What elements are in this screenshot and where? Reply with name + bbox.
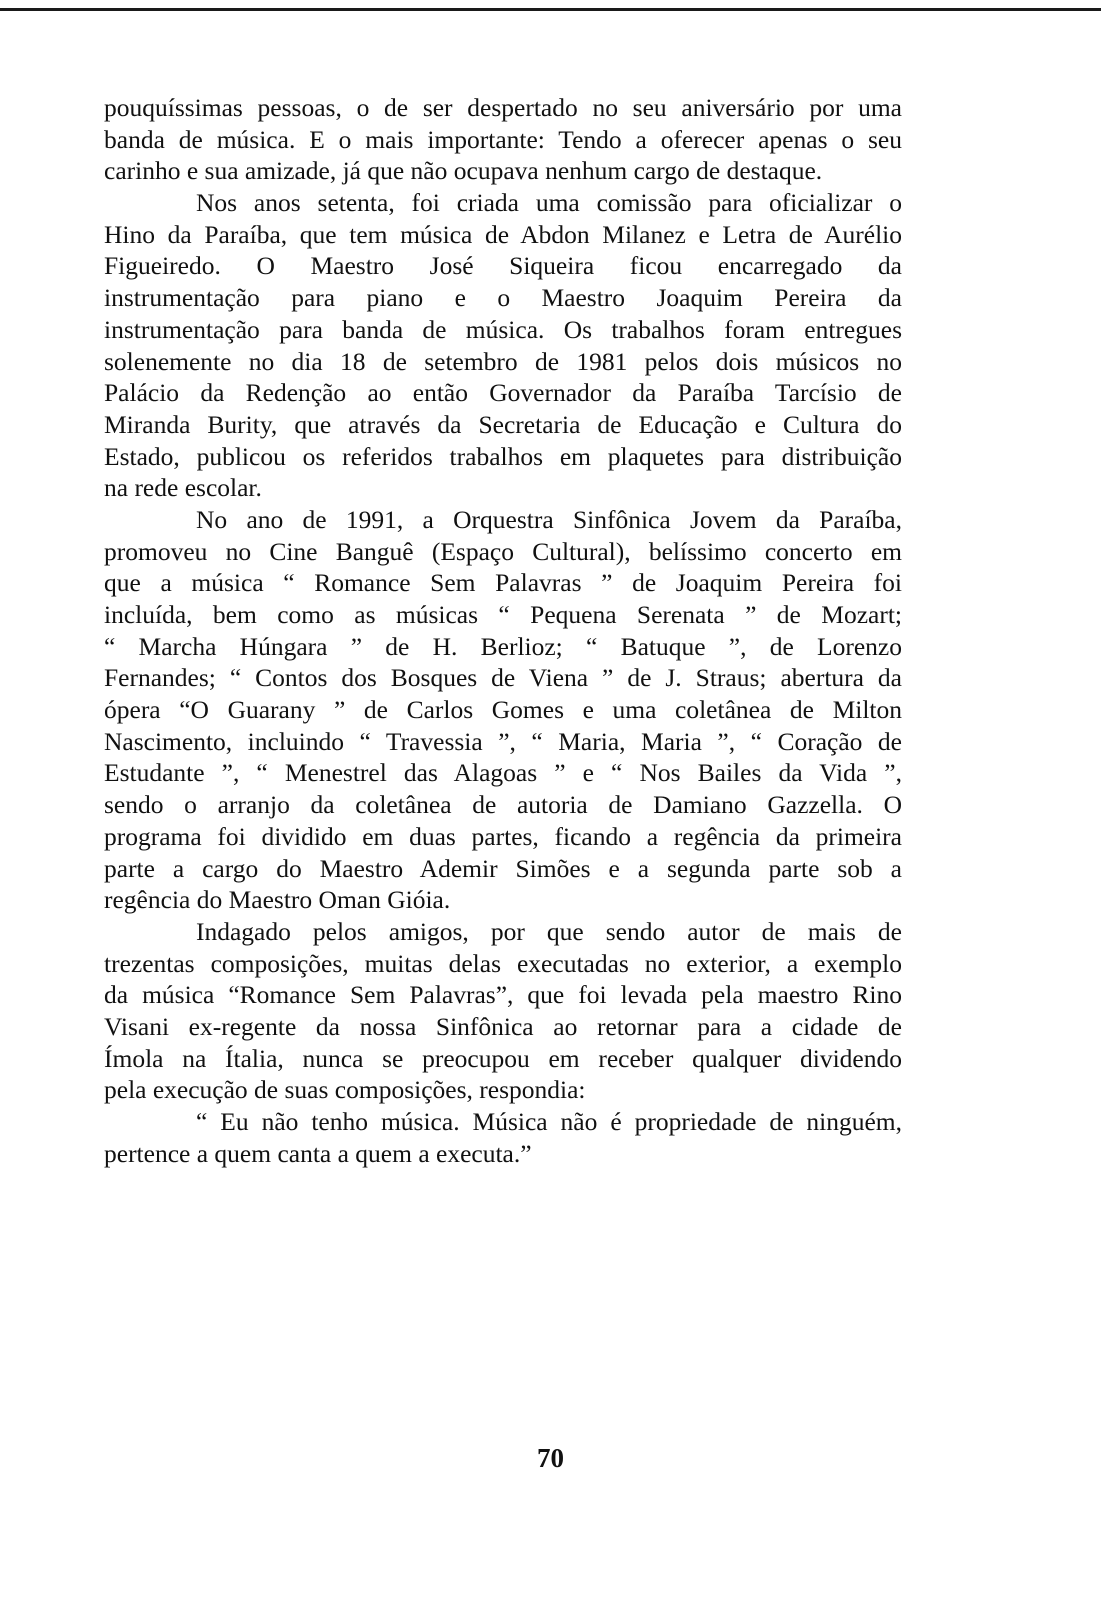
text-line: “ Marcha Húngara ” de H. Berlioz; “ Batuque ”, de Lorenzo <box>104 631 902 661</box>
text-line: pela execução de suas composições, respondia: <box>104 1075 586 1105</box>
text-line: Fernandes; “ Contos dos Bosques de Viena ” de J. Straus; abertura da <box>104 663 902 693</box>
text-line: Visani ex-regente da nossa Sinfônica ao retornar para a cidade de <box>104 1011 902 1041</box>
body-text <box>104 92 902 1169</box>
text-line: Estudante ”, “ Menestrel das Alagoas ” e “ Nos Bailes da Vida ”, <box>104 758 902 788</box>
text-line: instrumentação para banda de música. Os trabalhos foram entregues <box>104 314 902 344</box>
text-line: pertence a quem canta a quem a executa.” <box>104 1138 532 1168</box>
text-line: trezentas composições, muitas delas executadas no exterior, a exemplo <box>104 948 902 978</box>
text-line: programa foi dividido em duas partes, ficando a regência da primeira <box>104 821 902 851</box>
text-line: ópera “O Guarany ” de Carlos Gomes e uma coletânea de Milton <box>104 695 902 725</box>
text-line: sendo o arranjo da coletânea de autoria de Damiano Gazzella. O <box>104 790 902 820</box>
page-number: 70 <box>537 1443 564 1473</box>
text-line: incluída, bem como as músicas “ Pequena Serenata ” de Mozart; <box>104 600 902 629</box>
text-line: instrumentação para piano e o Maestro Joaquim Pereira da <box>104 283 902 313</box>
text-line: regência do Maestro Oman Gióia. <box>104 885 451 915</box>
text-line: carinho e sua amizade, já que não ocupava nenhum cargo de destaque. <box>104 156 823 186</box>
text-line: Hino da Paraíba, que tem música de Abdon Milanez e Letra de Aurélio <box>104 219 902 249</box>
text-line: banda de música. E o mais importante: Tendo a oferecer apenas o seu <box>104 124 902 154</box>
text-line: promoveu no Cine Banguê (Espaço Cultural), belíssimo concerto em <box>104 536 902 566</box>
text-line: Ímola na Ítalia, nunca se preocupou em receber qualquer dividendo <box>104 1043 902 1073</box>
text-line: Nascimento, incluindo “ Travessia ”, “ Maria, Maria ”, “ Coração de <box>104 726 902 756</box>
text-line: Estado, publicou os referidos trabalhos em plaquetes para distribuição <box>104 441 902 471</box>
text-line: pouquíssimas pessoas, o de ser despertado no seu aniversário por uma <box>104 93 902 122</box>
text-line: Palácio da Redenção ao então Governador da Paraíba Tarcísio de <box>104 378 902 408</box>
text-line: solenemente no dia 18 de setembro de 1981 pelos dois músicos no <box>104 346 902 376</box>
text-line: parte a cargo do Maestro Ademir Simões e a segunda parte sob a <box>104 853 902 883</box>
top-border-rule <box>0 8 1101 11</box>
text-line: No ano de 1991, a Orquestra Sinfônica Jovem da Paraíba, <box>196 504 902 534</box>
text-line: na rede escolar. <box>104 473 262 503</box>
text-line: Figueiredo. O Maestro José Siqueira ficou encarregado da <box>104 251 902 281</box>
text-line: Miranda Burity, que através da Secretaria de Educação e Cultura do <box>104 409 902 439</box>
text-line: Indagado pelos amigos, por que sendo autor de mais de <box>196 916 902 946</box>
text-line: da música “Romance Sem Palavras”, que foi levada pela maestro Rino <box>104 980 902 1010</box>
text-line: “ Eu não tenho música. Música não é propriedade de ninguém, <box>196 1107 902 1136</box>
text-line: que a música “ Romance Sem Palavras ” de Joaquim Pereira foi <box>104 568 902 598</box>
text-line: Nos anos setenta, foi criada uma comissão para oficializar o <box>196 188 902 218</box>
